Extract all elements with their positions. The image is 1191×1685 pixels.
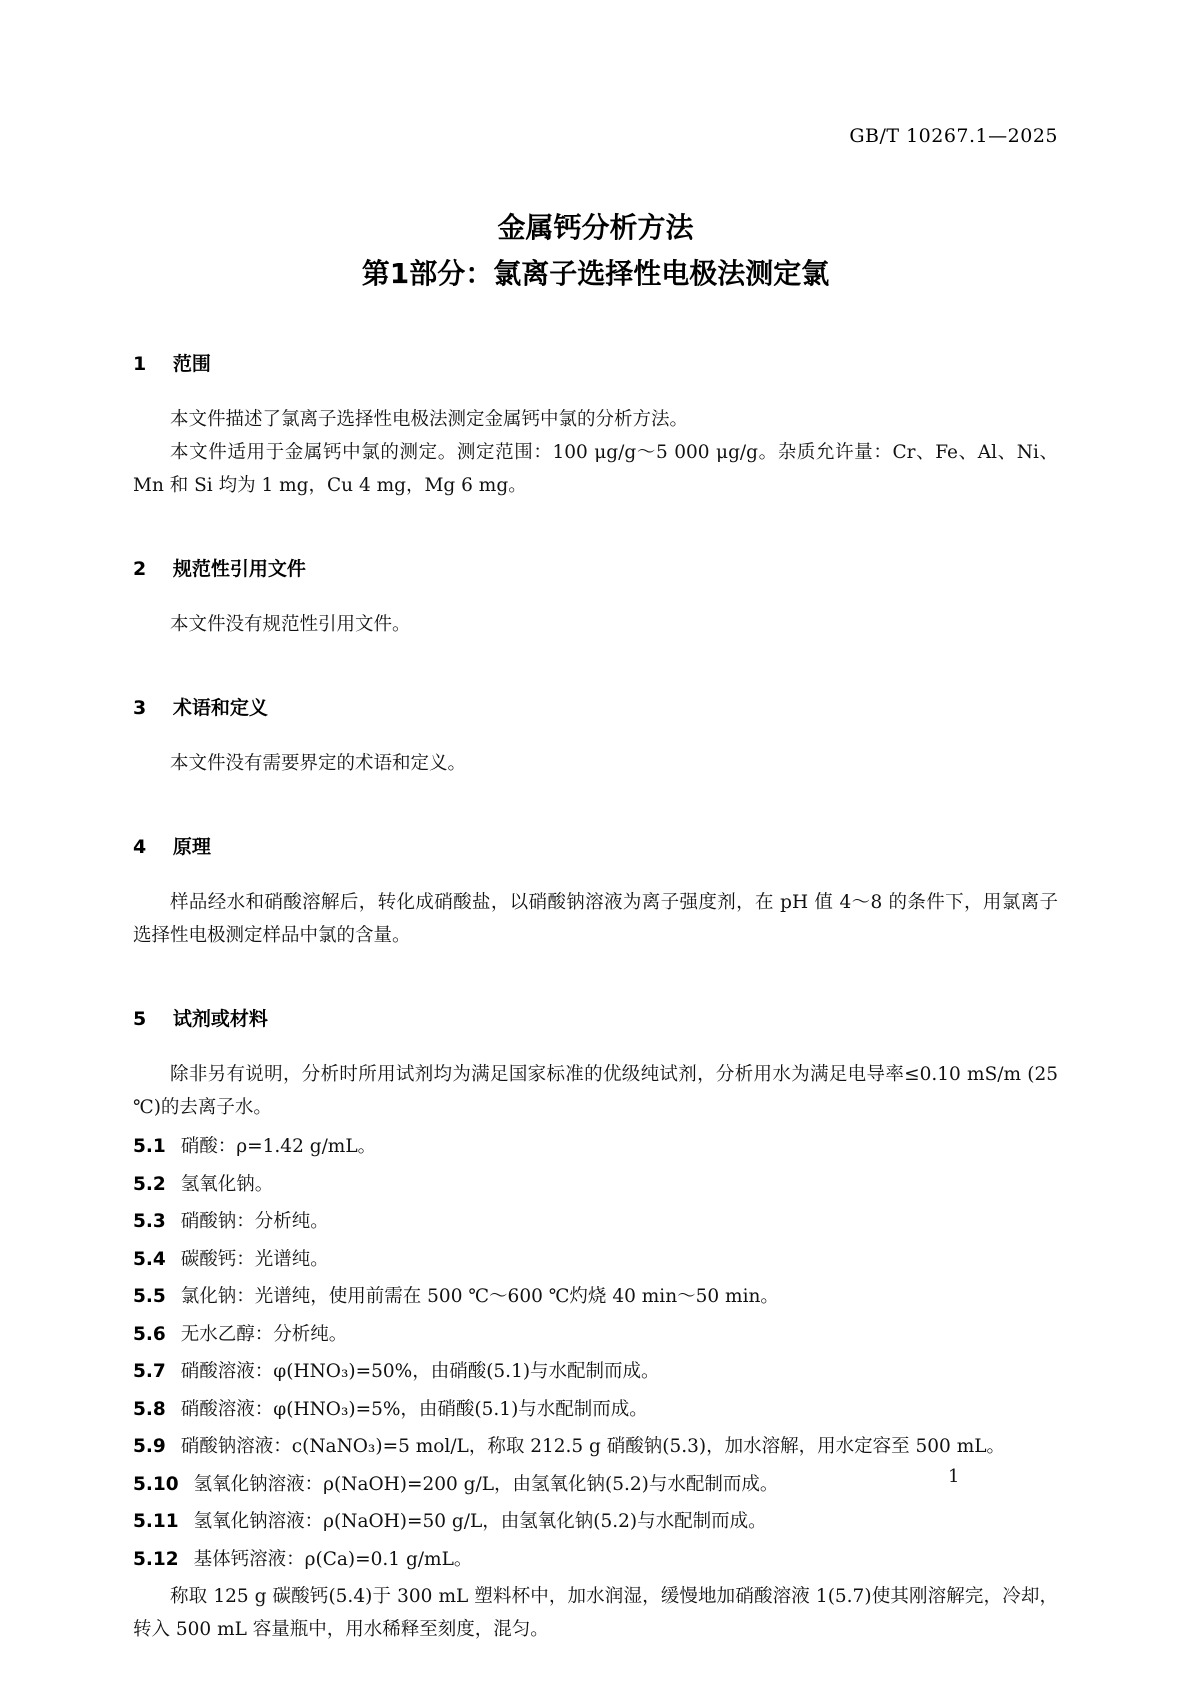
document-title <box>133 205 1058 297</box>
reagent-item-number: 5.2 <box>133 1173 166 1195</box>
paragraph: 除非另有说明，分析时所用试剂均为满足国家标准的优级纯试剂，分析用水为满足电导率≤0.10 mS/m (25 ℃)的去离子水。 <box>133 1064 1058 1118</box>
section-reagents-materials <box>133 1004 1058 1646</box>
reagent-item-number: 5.10 <box>133 1473 179 1495</box>
paragraph: 称取 125 g 碳酸钙(5.4)于 300 mL 塑料杯中，加水润湿，缓慢地加硝酸溶液 1(5.7)使其刚溶解完，冷却，转入 500 mL 容量瓶中，用水稀释至刻度，混匀。 <box>133 1586 1058 1640</box>
reagent-item-number: 5.6 <box>133 1323 166 1345</box>
reagent-item-number: 5.1 <box>133 1136 166 1157</box>
reagent-item <box>133 1316 1058 1354</box>
section-title: 原理 <box>172 836 211 858</box>
reagent-item-number: 5.5 <box>133 1286 166 1307</box>
reagent-item-text: 硝酸溶液：φ(HNO₃)=5%，由硝酸(5.1)与水配制而成。 <box>180 1398 648 1420</box>
section-terms-definitions <box>133 693 1058 780</box>
reagent-item-number: 5.11 <box>133 1511 179 1532</box>
section-heading-terms-definitions <box>133 693 1058 720</box>
reagent-item <box>133 1391 1058 1429</box>
section-title: 范围 <box>172 353 211 375</box>
reagent-item <box>133 1541 1058 1579</box>
paragraph: 本文件描述了氯离子选择性电极法测定金属钙中氯的分析方法。 <box>170 409 689 430</box>
section-number: 2 <box>133 558 147 580</box>
section-number: 4 <box>133 836 147 858</box>
section-heading-reagents-materials <box>133 1004 1058 1031</box>
section-scope <box>133 349 1058 502</box>
reagent-item-number: 5.3 <box>133 1211 166 1232</box>
reagent-item-number: 5.7 <box>133 1361 166 1382</box>
reagent-item <box>133 1166 1058 1204</box>
reagent-item <box>133 1203 1058 1241</box>
reagent-item-number: 5.12 <box>133 1548 179 1570</box>
section-title: 试剂或材料 <box>172 1008 268 1030</box>
section-number: 3 <box>133 697 147 719</box>
reagent-item-text: 氢氧化钠溶液：ρ(NaOH)=50 g/L，由氢氧化钠(5.2)与水配制而成。 <box>193 1511 767 1532</box>
reagent-item-text: 氢氧化钠。 <box>180 1173 274 1195</box>
section-title: 规范性引用文件 <box>172 558 306 580</box>
reagent-item <box>133 1278 1058 1316</box>
reagent-item-number: 5.4 <box>133 1248 166 1270</box>
page-number: 1 <box>948 1466 960 1487</box>
paragraph: 本文件适用于金属钙中氯的测定。测定范围：100 μg/g～5 000 μg/g。杂质允许量：Cr、Fe、Al、Ni、Mn 和 Si 均为 1 mg，Cu 4 mg，Mg 6 mg。 <box>133 442 1058 496</box>
paragraph: 本文件没有需要界定的术语和定义。 <box>170 753 467 774</box>
section-heading-normative-references <box>133 554 1058 581</box>
reagent-item <box>133 1241 1058 1279</box>
reagent-item <box>133 1428 1058 1466</box>
reagent-item <box>133 1503 1058 1541</box>
reagent-item-text: 硝酸钠：分析纯。 <box>180 1211 329 1232</box>
section-heading-scope <box>133 349 1058 376</box>
reagent-list <box>133 1128 1058 1578</box>
section-principle <box>133 832 1058 952</box>
document-title-line2: 第1部分：氯离子选择性电极法测定氯 <box>361 257 830 290</box>
reagent-item <box>133 1128 1058 1166</box>
reagent-item-text: 氢氧化钠溶液：ρ(NaOH)=200 g/L，由氢氧化钠(5.2)与水配制而成。 <box>193 1473 779 1495</box>
document-title-line1: 金属钙分析方法 <box>497 211 694 244</box>
standard-number: GB/T 10267.1—2025 <box>849 125 1058 147</box>
reagent-item-number: 5.8 <box>133 1398 166 1420</box>
reagent-item-number: 5.9 <box>133 1436 166 1457</box>
paragraph: 本文件没有规范性引用文件。 <box>170 614 411 635</box>
section-number: 1 <box>133 353 147 375</box>
section-title: 术语和定义 <box>172 697 268 719</box>
reagent-item-text: 硝酸：ρ=1.42 g/mL。 <box>180 1136 377 1157</box>
paragraph: 样品经水和硝酸溶解后，转化成硝酸盐，以硝酸钠溶液为离子强度剂，在 pH 值 4～8 的条件下，用氯离子选择性电极测定样品中氯的含量。 <box>133 892 1058 946</box>
section-normative-references <box>133 554 1058 641</box>
reagent-item <box>133 1353 1058 1391</box>
reagent-item-text: 基体钙溶液：ρ(Ca)=0.1 g/mL。 <box>193 1548 473 1570</box>
reagent-item-text: 硝酸钠溶液：c(NaNO₃)=5 mol/L，称取 212.5 g 硝酸钠(5.3)，加水溶解，用水定容至 500 mL。 <box>180 1436 1006 1457</box>
reagent-item-text: 碳酸钙：光谱纯。 <box>180 1248 329 1270</box>
reagent-item <box>133 1466 1058 1504</box>
reagent-item-text: 无水乙醇：分析纯。 <box>180 1323 348 1345</box>
section-heading-principle <box>133 832 1058 859</box>
section-number: 5 <box>133 1008 147 1030</box>
reagent-item-text: 硝酸溶液：φ(HNO₃)=50%，由硝酸(5.1)与水配制而成。 <box>180 1361 660 1382</box>
reagent-item-text: 氯化钠：光谱纯，使用前需在 500 ℃～600 ℃灼烧 40 min～50 min。 <box>180 1286 779 1307</box>
